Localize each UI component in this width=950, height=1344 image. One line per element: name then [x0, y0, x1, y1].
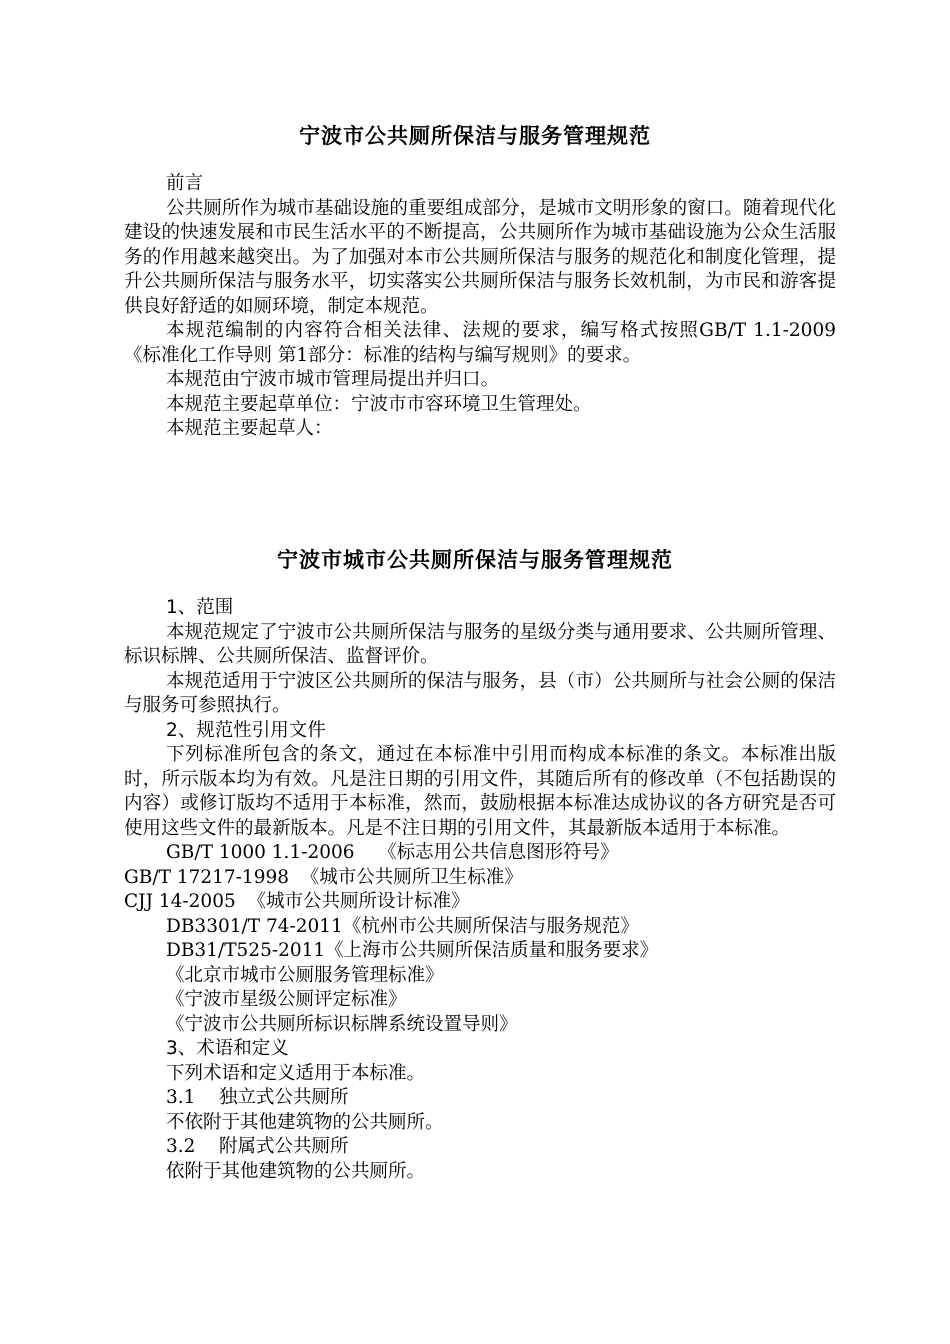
term-title: [124, 1086, 836, 1111]
reference-item: 《北京市城市公厕服务管理标准》: [166, 964, 444, 986]
reference-item: DB31/T525-2011《上海市公共厕所保洁质量和服务要求》: [166, 940, 659, 961]
foreword-paragraph-4: 本规范主要起草单位：宁波市市容环境卫生管理处。: [166, 393, 592, 415]
scope-paragraph-1: 本规范规定了宁波市公共厕所保洁与服务的星级分类与通用要求、公共厕所管理、标识标牌、公共厕所保洁、监督评价。: [124, 621, 836, 667]
main-title: 宁波市城市公共厕所保洁与服务管理规范: [277, 548, 673, 572]
term-title: [124, 1135, 836, 1160]
foreword-paragraph-3: 本规范由宁波市城市管理局提出并归口。: [166, 369, 500, 390]
reference-item: GB/T 17217-1998 《城市公共厕所卫生标准》: [124, 866, 523, 888]
references-intro: 下列标准所包含的条文，通过在本标准中引用而构成本标准的条文。本标准出版时，所示版本均为有效。凡是注日期的引用文件，其随后所有的修改单（不包括勘误的内容）或修订版均不适用于本标准，然而，鼓励根据本标准达成协议的各方研究是否可使用这些文件的最新版本。凡是不注日期的引用文件，其最新版本适用于本标准。: [124, 744, 836, 839]
term-number: 3.1: [166, 1087, 196, 1108]
foreword-section: [124, 172, 836, 442]
reference-item: DB3301/T 74-2011《杭州市公共厕所保洁与服务规范》: [166, 915, 639, 937]
term-definition: 不依附于其他建筑物的公共厕所。: [166, 1111, 444, 1133]
reference-item: 《宁波市星级公厕评定标准》: [166, 989, 407, 1010]
body-section: [124, 596, 836, 1184]
scope-paragraph-2: 本规范适用于宁波区公共厕所的保洁与服务，县（市）公共厕所与社会公厕的保洁与服务可参照执行。: [124, 670, 836, 716]
reference-item: 《宁波市公共厕所标识标牌系统设置导则》: [166, 1013, 518, 1035]
document-title: 宁波市公共厕所保洁与服务管理规范: [299, 124, 651, 148]
foreword-paragraph-5: 本规范主要起草人：: [166, 418, 333, 439]
reference-item: CJJ 14-2005 《城市公共厕所设计标准》: [124, 891, 470, 912]
terms-intro: 下列术语和定义适用于本标准。: [166, 1062, 426, 1084]
term-number: 3.2: [166, 1136, 196, 1157]
foreword-paragraph-1: 公共厕所作为城市基础设施的重要组成部分，是城市文明形象的窗口。随着现代化建设的快速发展和市民生活水平的不断提高，公共厕所作为城市基础设施为公众生活服务的作用越来越突出。为了加强对本市公共厕所保洁与服务的规范化和制度化管理，提升公共厕所保洁与服务水平，切实落实公共厕所保洁与服务长效机制，为市民和游客提供良好舒适的如厕环境，制定本规范。: [124, 197, 836, 317]
references-heading: 2、规范性引用文件: [166, 719, 326, 741]
terms-heading: 3、术语和定义: [166, 1038, 289, 1059]
foreword-heading: 前言: [166, 173, 204, 194]
scope-heading: 1、范围: [166, 597, 234, 618]
reference-item: GB/T 1000 1.1-2006 《标志用公共信息图形符号》: [166, 842, 619, 863]
foreword-paragraph-2: 本规范编制的内容符合相关法律、法规的要求，编写格式按照GB/T 1.1-2009《标准化工作导则 第1部分：标准的结构与编写规则》的要求。: [124, 320, 836, 366]
term-name: 附属式公共厕所: [218, 1136, 349, 1157]
term-name: 独立式公共厕所: [218, 1087, 349, 1108]
term-definition: 依附于其他建筑物的公共厕所。: [166, 1160, 426, 1182]
